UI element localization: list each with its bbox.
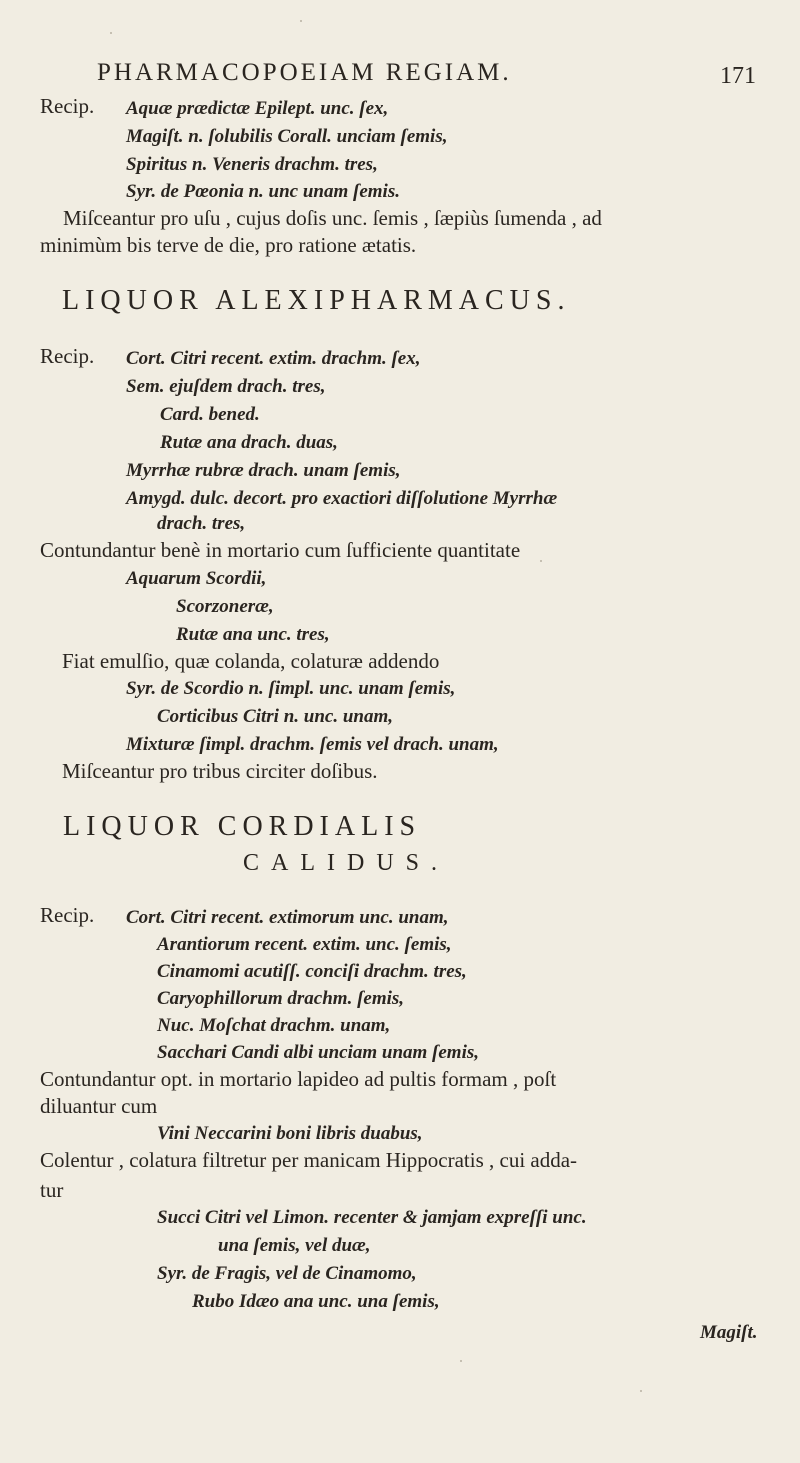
ingredient-line: Syr. de Pœonia n. unc unam ſemis. — [126, 181, 400, 202]
ingredient-line: Syr. de Fragis, vel de Cinamomo, — [157, 1263, 417, 1284]
ingredient-line: Scorzoneræ, — [176, 596, 274, 617]
paper-speck — [300, 20, 302, 22]
ingredient-line: Amygd. dulc. decort. pro exactiori diſſolutione Myrrhæ — [126, 488, 558, 509]
ingredient-line: Magiſt. n. ſolubilis Corall. unciam ſemis, — [126, 126, 448, 147]
ingredient-line: Myrrhæ rubræ drach. unam ſemis, — [126, 460, 401, 481]
ingredient-line: Cort. Citri recent. extim. drachm. ſex, — [126, 348, 421, 369]
ingredient-line: Card. bened. — [160, 404, 260, 425]
ingredient-line: Succi Citri vel Limon. recenter & jamjam expreſſi unc. — [157, 1207, 587, 1228]
ingredient-line: Sem. ejuſdem drach. tres, — [126, 376, 326, 397]
ingredient-line: Mixturæ ſimpl. drachm. ſemis vel drach. unam, — [126, 734, 499, 755]
ingredient-line: una ſemis, vel duæ, — [218, 1235, 371, 1256]
body-text: Fiat emulſio, quæ colanda, colaturæ addendo — [62, 649, 440, 673]
body-text: Contundantur opt. in mortario lapideo ad pultis formam , poſt — [40, 1067, 557, 1091]
recipe-label: Recip. — [40, 94, 95, 118]
recipe-label: Recip. — [40, 344, 95, 368]
body-text: diluantur cum — [40, 1094, 158, 1118]
body-text: Miſceantur pro uſu , cujus doſis unc. ſemis , ſæpiùs ſumenda , ad — [63, 206, 602, 230]
paper-speck — [460, 1360, 462, 1362]
catchword: Magiſt. — [700, 1322, 758, 1343]
paper-speck — [110, 32, 112, 34]
ingredient-line: Caryophillorum drachm. ſemis, — [157, 988, 405, 1009]
ingredient-line: Corticibus Citri n. unc. unam, — [157, 706, 393, 727]
paper-speck — [640, 1390, 642, 1392]
ingredient-line: Rutæ ana unc. tres, — [176, 624, 330, 645]
ingredient-line: Rubo Idæo ana unc. una ſemis, — [192, 1291, 440, 1312]
running-title: PHARMACOPOEIAM REGIAM. — [97, 59, 512, 86]
ingredient-line: Aquarum Scordii, — [126, 568, 267, 589]
ingredient-line: Rutæ ana drach. duas, — [160, 432, 338, 453]
body-text: Colentur , colatura filtretur per manicam Hippocratis , cui adda- — [40, 1148, 578, 1172]
section-subtitle: CALIDUS. — [243, 850, 450, 876]
ingredient-line: Vini Neccarini boni libris duabus, — [157, 1123, 423, 1144]
body-text: minimùm bis terve de die, pro ratione ætatis. — [40, 233, 417, 257]
body-text: tur — [40, 1178, 64, 1202]
ingredient-line: Syr. de Scordio n. ſimpl. unc. unam ſemis, — [126, 678, 456, 699]
ingredient-line: Cort. Citri recent. extimorum unc. unam, — [126, 907, 449, 928]
recipe-label: Recip. — [40, 903, 95, 927]
body-text: Contundantur benè in mortario cum ſufficiente quantitate — [40, 538, 521, 562]
paper-speck — [540, 560, 542, 562]
ingredient-line: Nuc. Moſchat drachm. unam, — [157, 1015, 391, 1036]
body-text: Miſceantur pro tribus circiter doſibus. — [62, 759, 378, 783]
section-title: LIQUOR CORDIALIS — [63, 811, 422, 842]
ingredient-line: Aquæ prædictæ Epilept. unc. ſex, — [126, 98, 389, 119]
ingredient-line: drach. tres, — [157, 513, 246, 534]
section-title: LIQUOR ALEXIPHARMACUS. — [62, 285, 571, 316]
page-number: 171 — [720, 63, 756, 89]
ingredient-line: Spiritus n. Veneris drachm. tres, — [126, 154, 378, 175]
ingredient-line: Cinamomi acutiſſ. conciſi drachm. tres, — [157, 961, 467, 982]
ingredient-line: Sacchari Candi albi unciam unam ſemis, — [157, 1042, 479, 1063]
ingredient-line: Arantiorum recent. extim. unc. ſemis, — [157, 934, 452, 955]
